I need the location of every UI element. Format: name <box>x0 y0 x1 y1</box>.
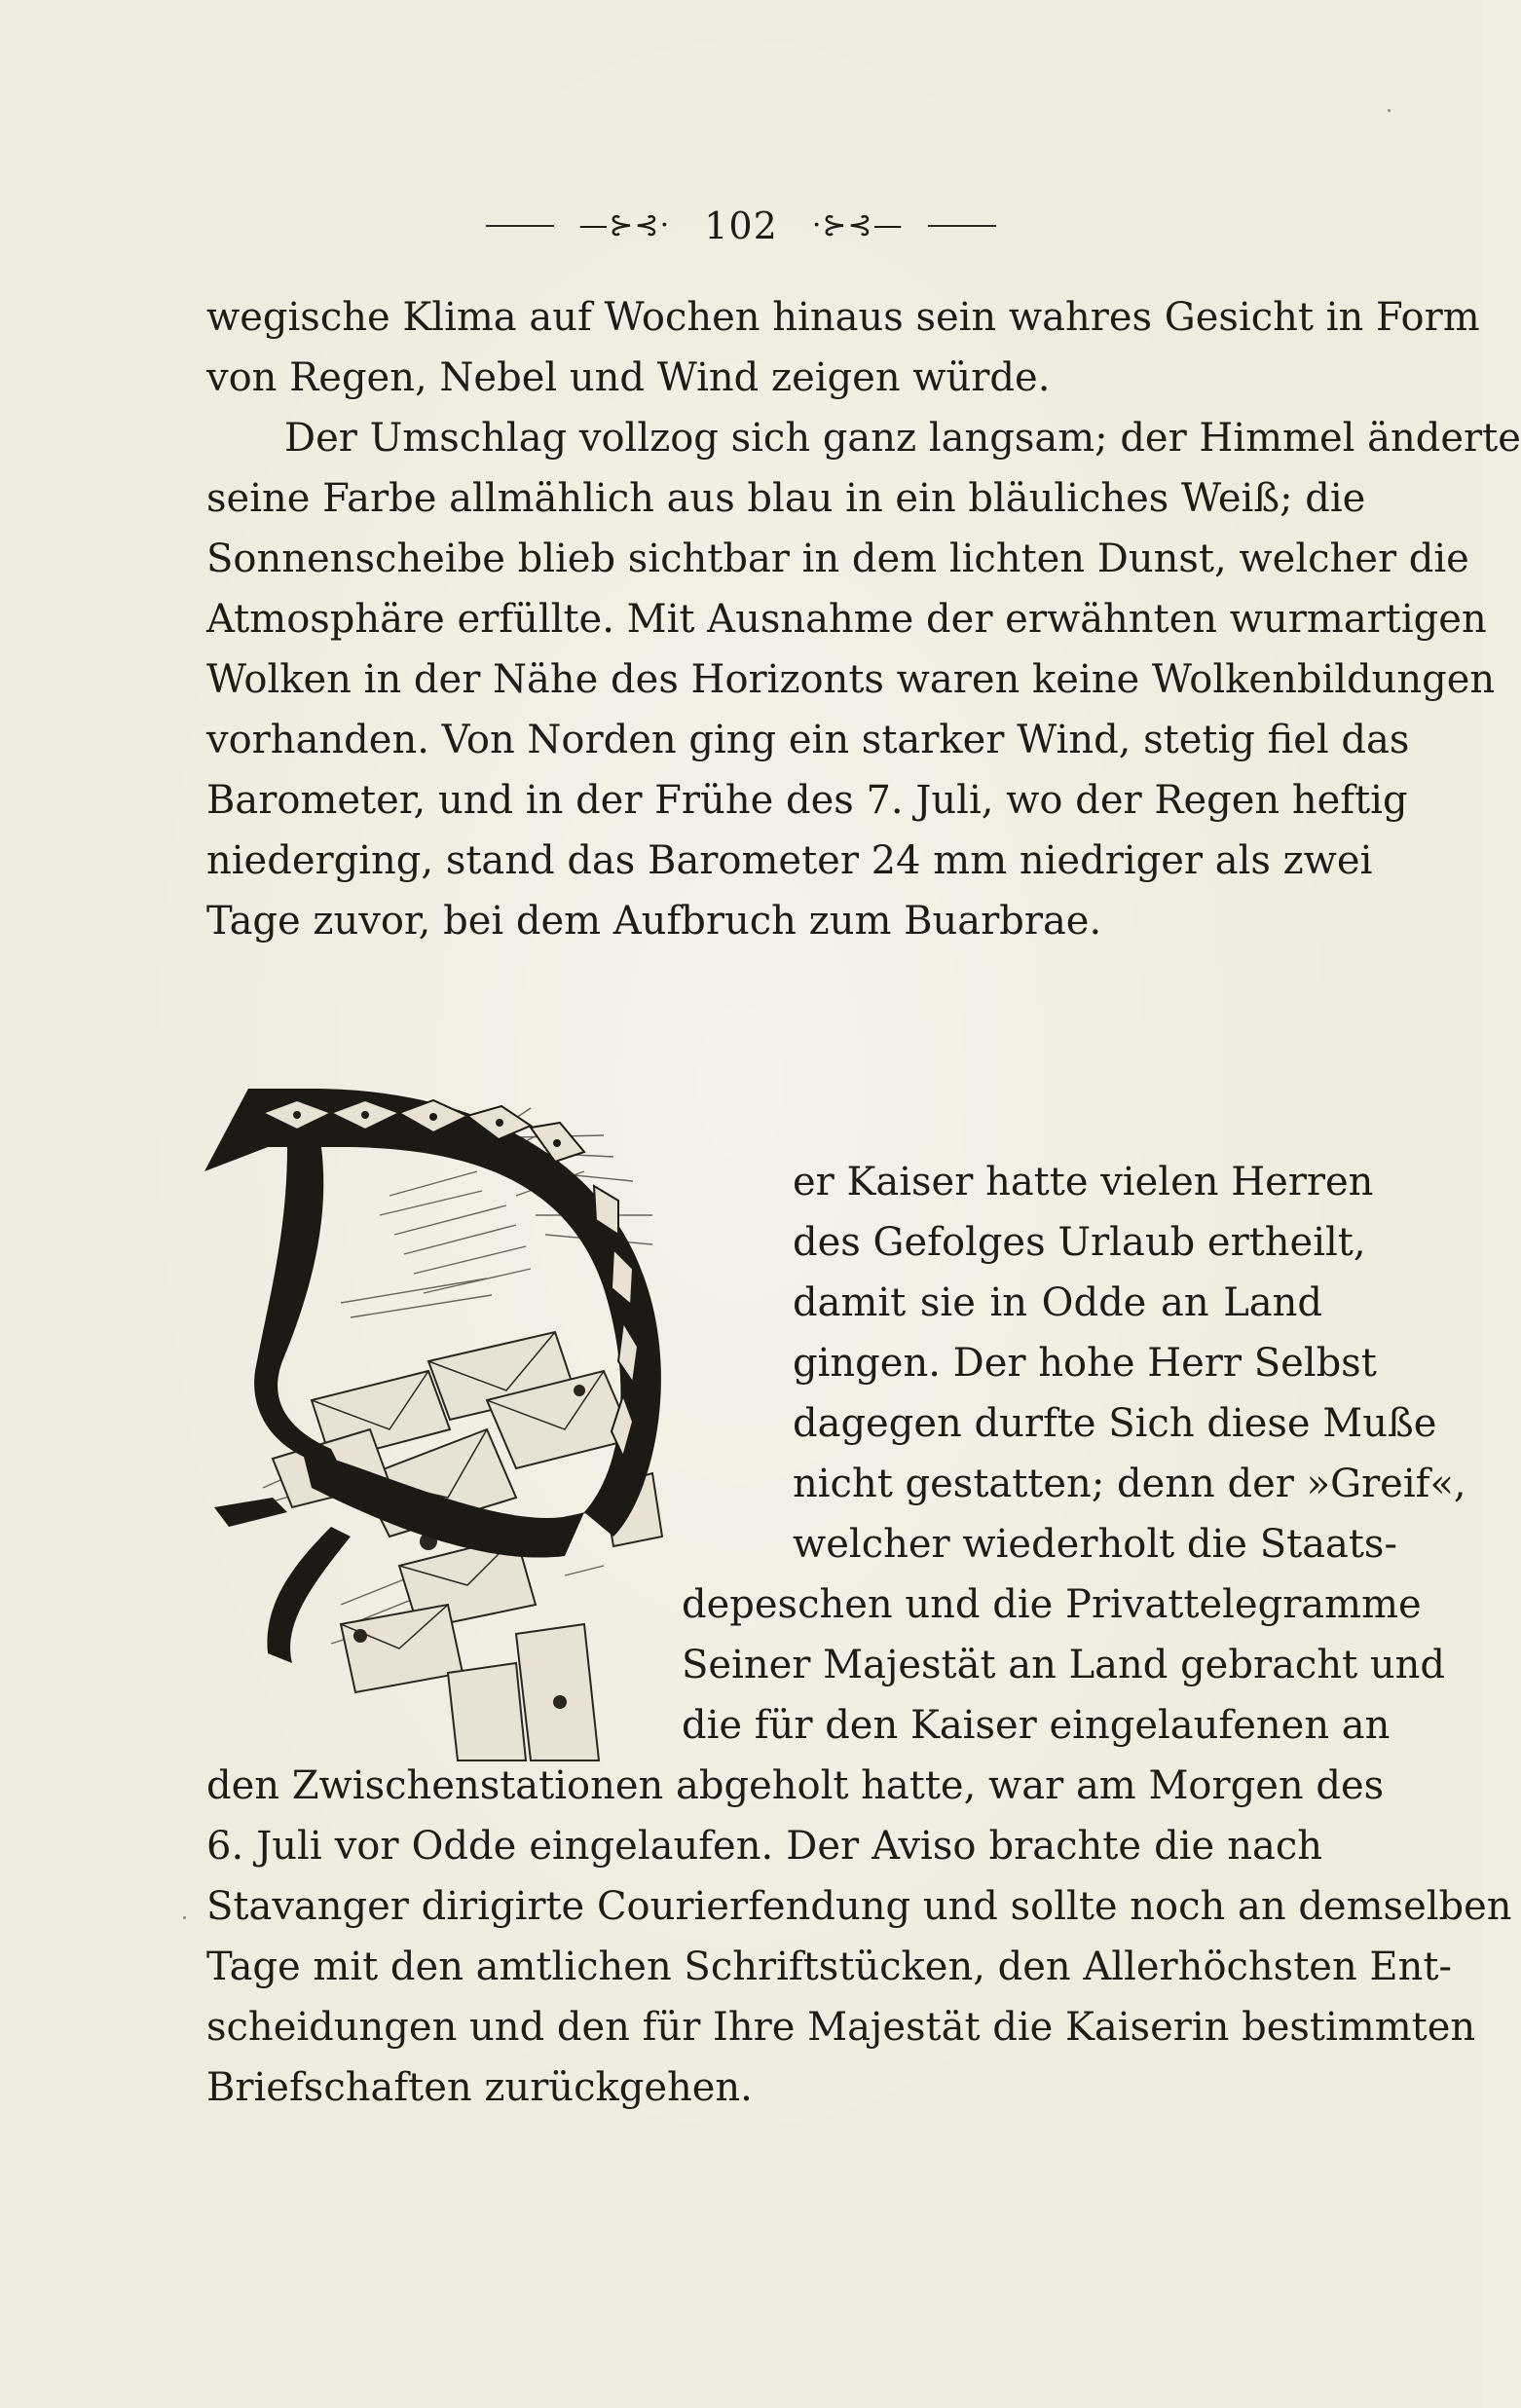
text-line: die für den Kaiser eingelaufenen an <box>682 1703 1391 1748</box>
text-line: des Gefolges Urlaub ertheilt, <box>793 1220 1366 1265</box>
text-line: seine Farbe allmählich aus blau in ein bläuliches Weiß; die <box>206 476 1366 521</box>
text-line: depeschen und die Privattelegramme <box>682 1582 1422 1627</box>
text-line: Barometer, und in der Frühe des 7. Juli, wo der Regen heftig <box>206 778 1408 823</box>
text-line: er Kaiser hatte vielen Herren <box>793 1160 1374 1204</box>
text-line: von Regen, Nebel und Wind zeigen würde. <box>206 355 1051 400</box>
text-line: Briefschaften zurückgehen. <box>206 2065 753 2110</box>
text-line: Atmosphäre erfüllte. Mit Ausnahme der erwähnten wurmartigen <box>206 597 1487 642</box>
text-line: Sonnenscheibe blieb sichtbar in dem lichten Dunst, welcher die <box>206 537 1469 581</box>
header-ornament-left: —⊱⊰· <box>578 207 671 242</box>
text-line: scheidungen und den für Ihre Majestät die Kaiserin bestimmten <box>206 2005 1476 2050</box>
header-rule-left <box>486 225 554 227</box>
text-line: nicht gestatten; denn der »Greif«, <box>793 1462 1466 1506</box>
text-line: Tage mit den amtlichen Schriftstücken, den Allerhöchsten Ent- <box>206 1945 1452 1989</box>
text-line: gingen. Der hohe Herr Selbst <box>793 1341 1377 1386</box>
text-line: wegische Klima auf Wochen hinaus sein wahres Gesicht in Form <box>206 295 1480 340</box>
text-line: damit sie in Odde an Land <box>793 1280 1322 1325</box>
header-rule-right <box>928 225 996 227</box>
page-header <box>0 193 1482 251</box>
text-line: welcher wiederholt die Staats- <box>793 1522 1397 1567</box>
text-line: vorhanden. Von Norden ging ein starker Wind, stetig fiel das <box>206 718 1410 762</box>
text-line: Wolken in der Nähe des Horizonts waren keine Wolkenbildungen <box>206 657 1496 702</box>
text-line: Der Umschlag vollzog sich ganz langsam; der Himmel änderte <box>284 416 1521 461</box>
text-line: Tage zuvor, bei dem Aufbruch zum Buarbrae. <box>206 899 1102 944</box>
header-ornament-right: ·⊱⊰— <box>811 207 904 242</box>
page-number: 102 <box>704 204 778 247</box>
text-line: den Zwischenstationen abgeholt hatte, war am Morgen des <box>206 1763 1385 1808</box>
text-line: dagegen durfte Sich diese Muße <box>793 1401 1437 1446</box>
text-line: niederging, stand das Barometer 24 mm niedriger als zwei <box>206 838 1373 883</box>
paper-speck <box>183 1916 186 1919</box>
paper-speck <box>1388 109 1391 112</box>
text-line: 6. Juli vor Odde eingelaufen. Der Aviso brachte die nach <box>206 1824 1322 1869</box>
text-line: Seiner Majestät an Land gebracht und <box>682 1643 1446 1687</box>
text-line: Stavanger dirigirte Courierfendung und sollte noch an demselben <box>206 1884 1512 1929</box>
